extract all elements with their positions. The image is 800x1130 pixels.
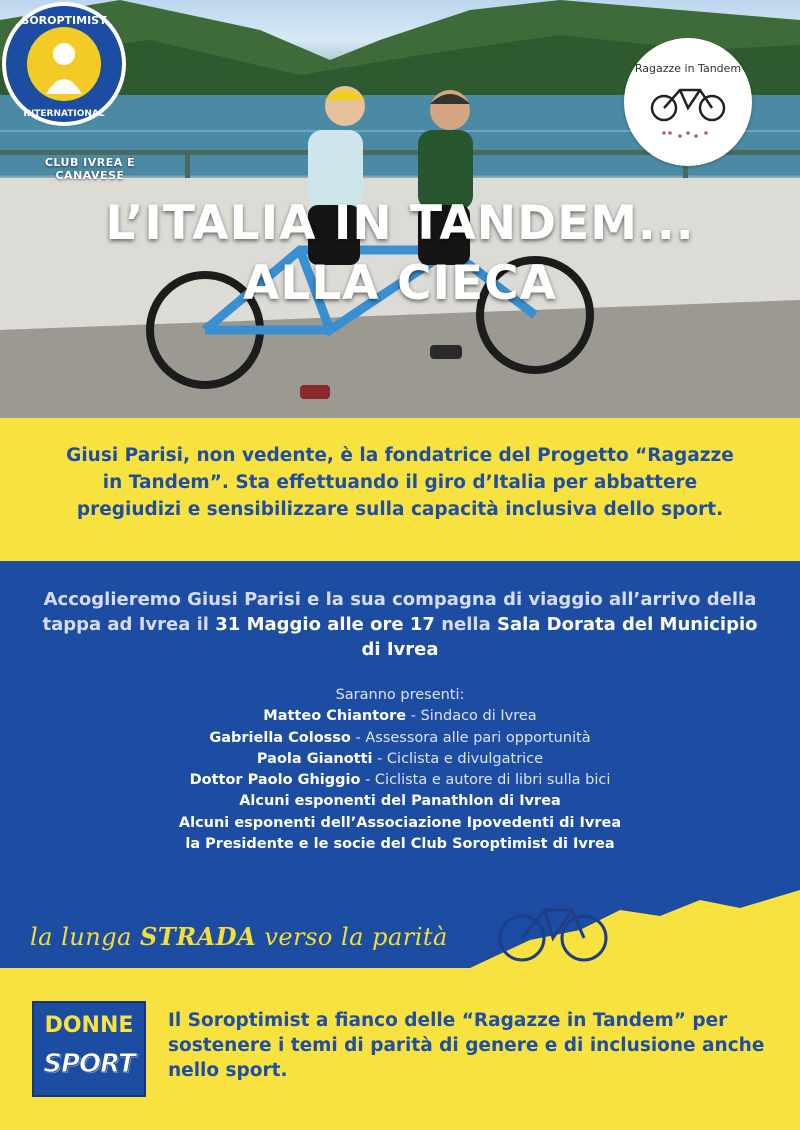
list-item	[0, 728, 800, 749]
event-intro-part2: nella	[434, 614, 497, 635]
slogan-part3: verso la parità	[256, 923, 448, 951]
guest-role: - Ciclista e divulgatrice	[372, 750, 544, 767]
footer-text: Il Soroptimist a fianco delle “Ragazze in Tandem” per sostenere i temi di parità di genere e di inclusione anche nello sport.	[168, 1010, 765, 1081]
badge-line-2: SPORT	[43, 1049, 135, 1079]
hero-photo	[0, 0, 800, 418]
ragazze-in-tandem-logo	[624, 38, 752, 166]
tandem-bike-icon	[624, 38, 752, 166]
logo-left-bottom-text: INTERNATIONAL	[23, 109, 105, 119]
guest-role: - Sindaco di Ivrea	[406, 708, 537, 725]
event-intro-part1: Accoglieremo Giusi Parisi e la sua compagna di viaggio all’arrivo della tappa ad Ivrea il	[42, 589, 757, 635]
donne-sport-badge	[32, 1001, 146, 1097]
headline-line-2: ALLA CIECA	[243, 256, 557, 311]
list-item	[0, 813, 800, 834]
event-section	[0, 561, 800, 901]
logo-right-text: Ragazze in Tandem	[634, 62, 742, 75]
slogan-part1: la lunga	[30, 923, 141, 951]
badge-line-1: DONNE	[44, 1013, 134, 1038]
list-item	[0, 791, 800, 812]
footer-band	[0, 968, 800, 1130]
logo-left-top-text: SOROPTIMIST	[21, 14, 107, 27]
guest-list-heading: Saranno presenti:	[335, 687, 465, 703]
guest-role: - Assessora alle pari opportunità	[350, 729, 591, 746]
guest-role: - Ciclista e autore di libri sulla bici	[360, 772, 611, 789]
slogan-part2: STRADA	[140, 922, 257, 951]
event-intro	[30, 587, 770, 662]
event-venue: Sala Dorata del Municipio di Ivrea	[361, 614, 758, 660]
description-band	[0, 418, 800, 561]
guest-name: Alcuni esponenti dell’Associazione Ipovedenti di Ivrea	[178, 814, 622, 831]
event-date-time: 31 Maggio alle ore 17	[215, 614, 435, 635]
guest-list	[0, 685, 800, 855]
list-item	[0, 770, 800, 791]
guest-name: Gabriella Colosso	[209, 729, 351, 746]
headline-line-1: L’ITALIA IN TANDEM...	[105, 196, 695, 251]
guest-name: Matteo Chiantore	[263, 708, 407, 725]
club-caption: CLUB IVREA E CANAVESE	[44, 156, 136, 182]
slogan	[30, 922, 448, 951]
description-text: Giusi Parisi, non vedente, è la fondatrice del Progetto “Ragazze in Tandem”. Sta effettuando il giro d’Italia per abbattere pregiudizi e sensibilizzare sulla capacità inclusiva dello sport.	[66, 445, 734, 520]
list-item	[0, 749, 800, 770]
guest-name: Dottor Paolo Ghiggio	[189, 772, 361, 789]
list-item	[0, 706, 800, 727]
soroptimist-logo	[0, 0, 128, 128]
guest-name: la Presidente e le socie del Club Soroptimist di Ivrea	[185, 836, 615, 853]
guest-name: Alcuni esponenti del Panathlon di Ivrea	[239, 793, 561, 810]
guest-name: Paola Gianotti	[256, 750, 373, 767]
list-item	[0, 834, 800, 855]
